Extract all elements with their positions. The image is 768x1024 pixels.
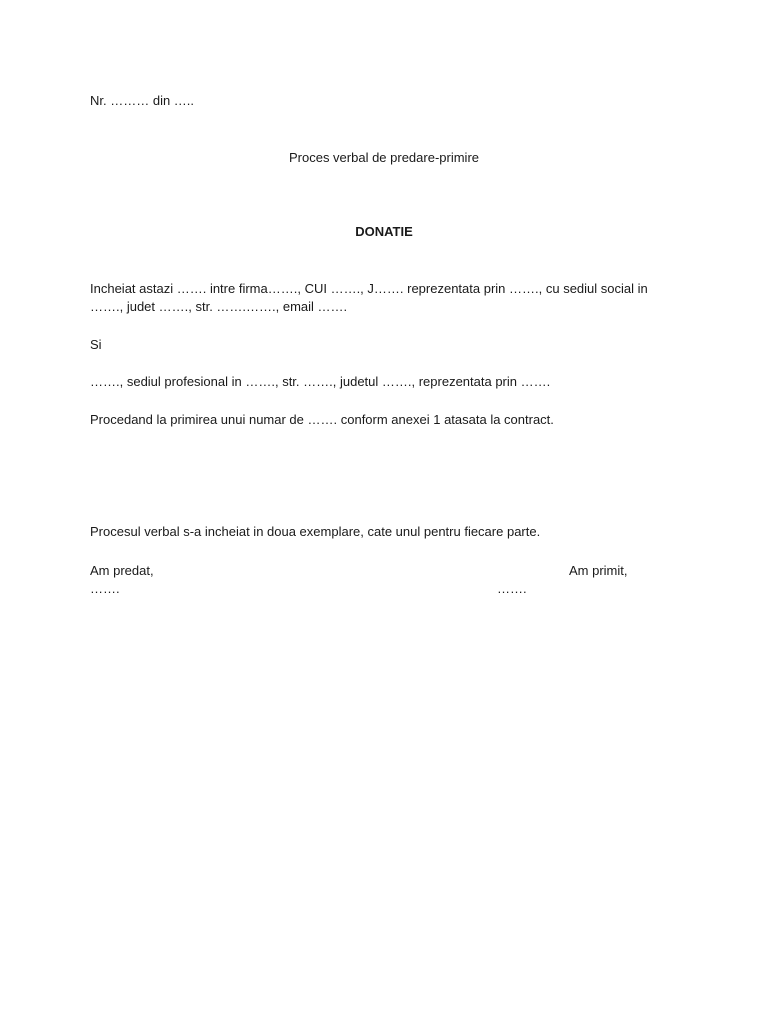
document-title: Proces verbal de predare-primire bbox=[288, 150, 480, 165]
signature-left-label: Am predat, bbox=[90, 563, 154, 578]
closing-statement: Procesul verbal s-a incheiat in doua exemplare, cate unul pentru fiecare parte. bbox=[90, 524, 541, 539]
signature-right-placeholder: ……. bbox=[497, 581, 527, 596]
paragraph-procedure: Procedand la primirea unui numar de ……. conform anexei 1 atasata la contract. bbox=[90, 412, 554, 427]
document-number-line: Nr. ……… din ….. bbox=[90, 93, 195, 108]
paragraph-parties: Incheiat astazi ……. intre firma……., CUI ……., J……. reprezentata prin ……., cu sediul social in ……., judet ……., str. …….……., email ……. bbox=[90, 281, 648, 314]
document-heading: DONATIE bbox=[355, 224, 413, 239]
paragraph-second-party: ……., sediul profesional in ……., str. ……., judetul ……., reprezentata prin ……. bbox=[90, 374, 551, 389]
signature-right-label: Am primit, bbox=[569, 563, 628, 578]
conjunction-text: Si bbox=[90, 337, 102, 352]
signature-left-placeholder: ……. bbox=[90, 581, 120, 596]
